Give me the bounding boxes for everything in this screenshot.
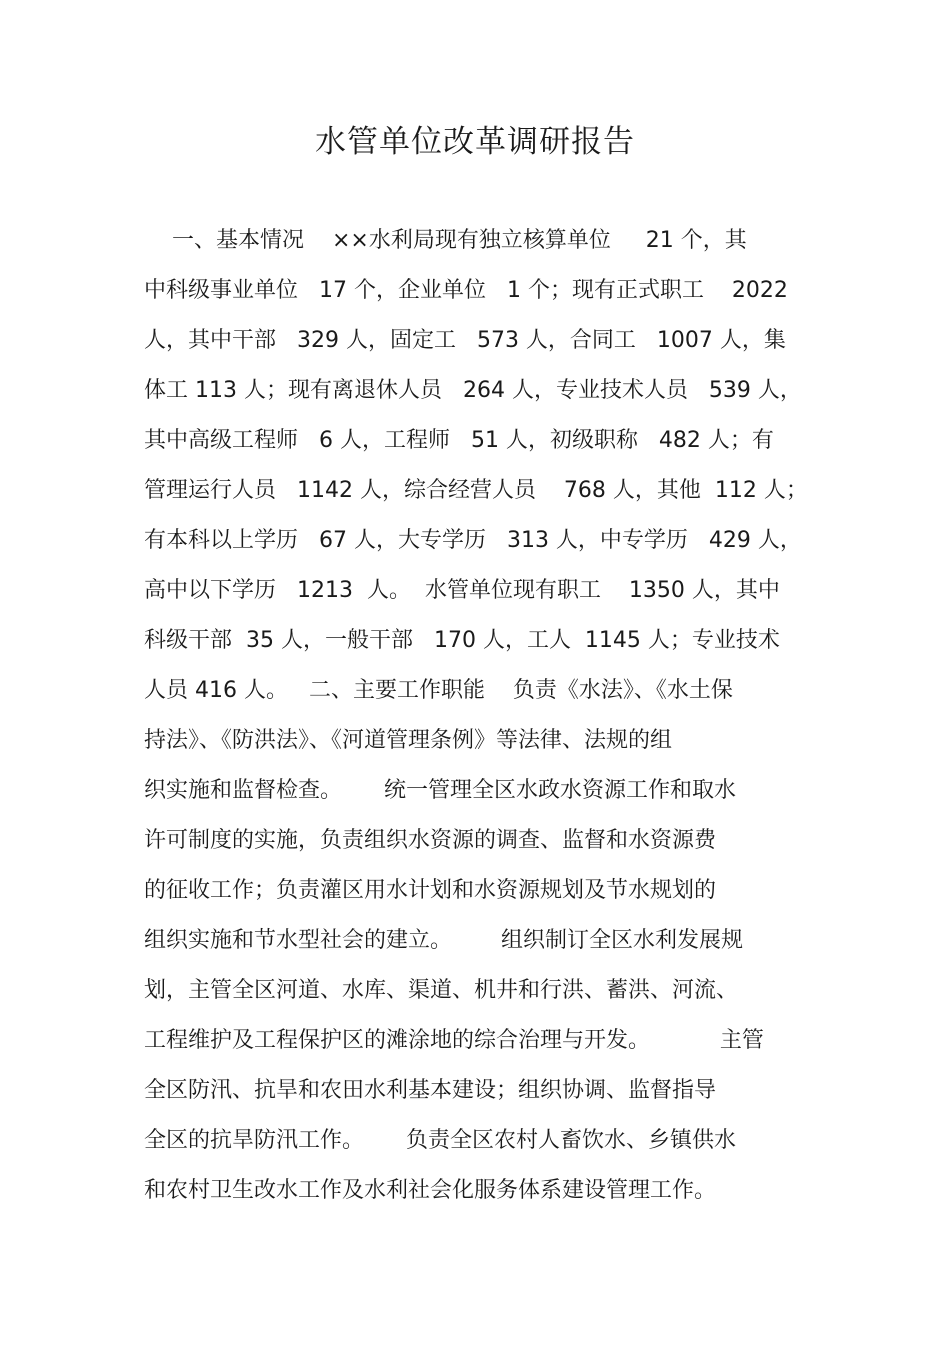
body-line: 工程维护及工程保护区的滩涂地的综合治理与开发。 主管	[144, 1028, 764, 1053]
body-line: 组织实施和节水型社会的建立。 组织制订全区水利发展规	[144, 928, 743, 953]
body-line: 的征收工作；负责灌区用水计划和水资源规划及节水规划的	[144, 878, 717, 903]
body-line: 一、基本情况 ××水利局现有独立核算单位 21 个，其	[144, 228, 747, 253]
body-line: 人员 416 人。 二、主要工作职能 负责《水法》、《水土保	[144, 678, 733, 703]
body-line: 科级干部 35 人，一般干部 170 人，工人 1145 人；专业技术	[144, 628, 780, 653]
body-line: 持法》、《防洪法》、《河道管理条例》等法律、法规的组	[144, 728, 673, 753]
body-line: 全区的抗旱防汛工作。 负责全区农村人畜饮水、乡镇供水	[144, 1128, 736, 1153]
body-line: 高中以下学历 1213 人。 水管单位现有职工 1350 人，其中	[144, 578, 780, 603]
body-line: 管理运行人员 1142 人，综合经营人员 768 人，其他 112 人；	[144, 478, 808, 503]
body-line: 划，主管全区河道、水库、渠道、机井和行洪、蓄洪、河流、	[144, 978, 739, 1003]
body-line: 许可制度的实施，负责组织水资源的调查、监督和水资源费	[144, 828, 717, 853]
body-line: 体工 113 人；现有离退休人员 264 人，专业技术人员 539 人，	[144, 378, 802, 403]
body-line: 有本科以上学历 67 人，大专学历 313 人，中专学历 429 人，	[144, 528, 802, 553]
body-line: 全区防汛、抗旱和农田水利基本建设；组织协调、监督指导	[144, 1078, 717, 1103]
document-title: 水管单位改革调研报告	[315, 124, 635, 160]
body-line: 和农村卫生改水工作及水利社会化服务体系建设管理工作。	[144, 1178, 717, 1203]
body-line: 中科级事业单位 17 个，企业单位 1 个；现有正式职工 2022	[144, 278, 788, 303]
body-line: 其中高级工程师 6 人，工程师 51 人，初级职称 482 人；有	[144, 428, 774, 453]
body-line: 织实施和监督检查。 统一管理全区水政水资源工作和取水	[144, 778, 736, 803]
body-line: 人，其中干部 329 人，固定工 573 人，合同工 1007 人，集	[144, 328, 786, 353]
